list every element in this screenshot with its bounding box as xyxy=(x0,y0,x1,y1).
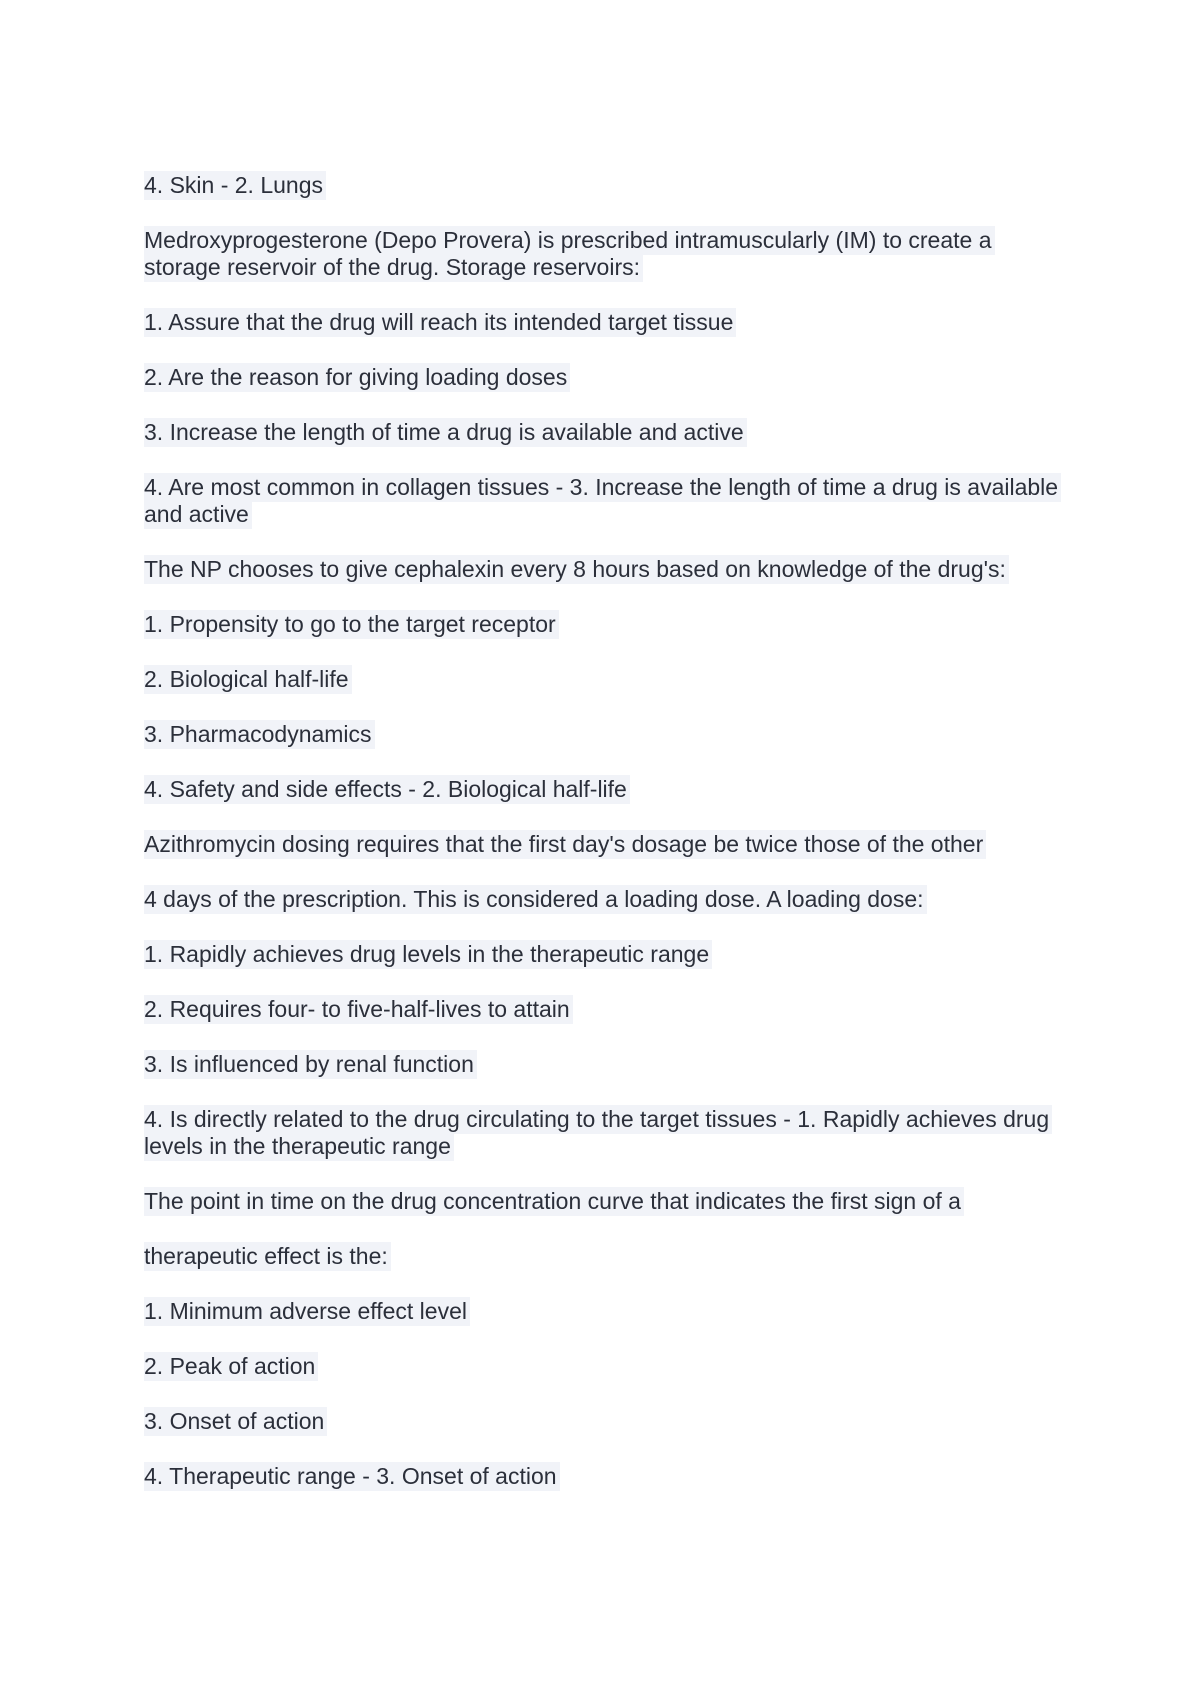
question-text xyxy=(144,227,1064,281)
option-text: 2. Requires four- to five-half-lives to attain xyxy=(144,995,573,1024)
question-text xyxy=(144,556,1064,583)
option-item-with-answer xyxy=(144,1106,1064,1160)
option-item xyxy=(144,941,1064,968)
option-text: 2. Biological half-life xyxy=(144,665,352,694)
option-text: 3. Is influenced by renal function xyxy=(144,1050,477,1079)
option-text: 2. Peak of action xyxy=(144,1352,318,1381)
option-item-with-answer xyxy=(144,1463,1064,1490)
option-text: 2. Are the reason for giving loading doses xyxy=(144,363,570,392)
question-stem: The NP chooses to give cephalexin every 8 hours based on knowledge of the drug's: xyxy=(144,555,1009,584)
option-text: 1. Rapidly achieves drug levels in the therapeutic range xyxy=(144,940,712,969)
option-text: 3. Onset of action xyxy=(144,1407,327,1436)
question-text xyxy=(144,1188,1064,1215)
question-stem: Medroxyprogesterone (Depo Provera) is prescribed intramuscularly (IM) to create a storage reservoir of the drug. Storage reservoirs: xyxy=(144,226,995,282)
option-item xyxy=(144,666,1064,693)
option-item xyxy=(144,364,1064,391)
question-text xyxy=(144,831,1064,858)
answer-line xyxy=(144,172,1064,199)
option-item-with-answer xyxy=(144,474,1064,528)
option-item xyxy=(144,1353,1064,1380)
document-body xyxy=(144,172,1064,1518)
option-item xyxy=(144,611,1064,638)
option-answer-text: 4. Is directly related to the drug circulating to the target tissues - 1. Rapidly achieves drug levels in the therapeutic range xyxy=(144,1105,1052,1161)
answer-text: 4. Skin - 2. Lungs xyxy=(144,171,326,200)
option-answer-text: 4. Therapeutic range - 3. Onset of action xyxy=(144,1462,560,1491)
option-text: 3. Pharmacodynamics xyxy=(144,720,375,749)
option-item xyxy=(144,309,1064,336)
question-text xyxy=(144,1243,1064,1270)
option-item xyxy=(144,1298,1064,1325)
option-text: 1. Minimum adverse effect level xyxy=(144,1297,470,1326)
option-item xyxy=(144,996,1064,1023)
option-item xyxy=(144,1408,1064,1435)
question-stem: The point in time on the drug concentration curve that indicates the first sign of a xyxy=(144,1187,964,1216)
question-text xyxy=(144,886,1064,913)
option-text: 1. Propensity to go to the target receptor xyxy=(144,610,559,639)
option-answer-text: 4. Are most common in collagen tissues - 3. Increase the length of time a drug is available and active xyxy=(144,473,1061,529)
option-item xyxy=(144,1051,1064,1078)
option-text: 3. Increase the length of time a drug is available and active xyxy=(144,418,747,447)
question-stem: Azithromycin dosing requires that the first day's dosage be twice those of the other xyxy=(144,830,986,859)
option-item xyxy=(144,721,1064,748)
question-stem: therapeutic effect is the: xyxy=(144,1242,391,1271)
option-text: 1. Assure that the drug will reach its intended target tissue xyxy=(144,308,736,337)
question-stem: 4 days of the prescription. This is considered a loading dose. A loading dose: xyxy=(144,885,927,914)
option-item-with-answer xyxy=(144,776,1064,803)
option-item xyxy=(144,419,1064,446)
option-answer-text: 4. Safety and side effects - 2. Biological half-life xyxy=(144,775,630,804)
